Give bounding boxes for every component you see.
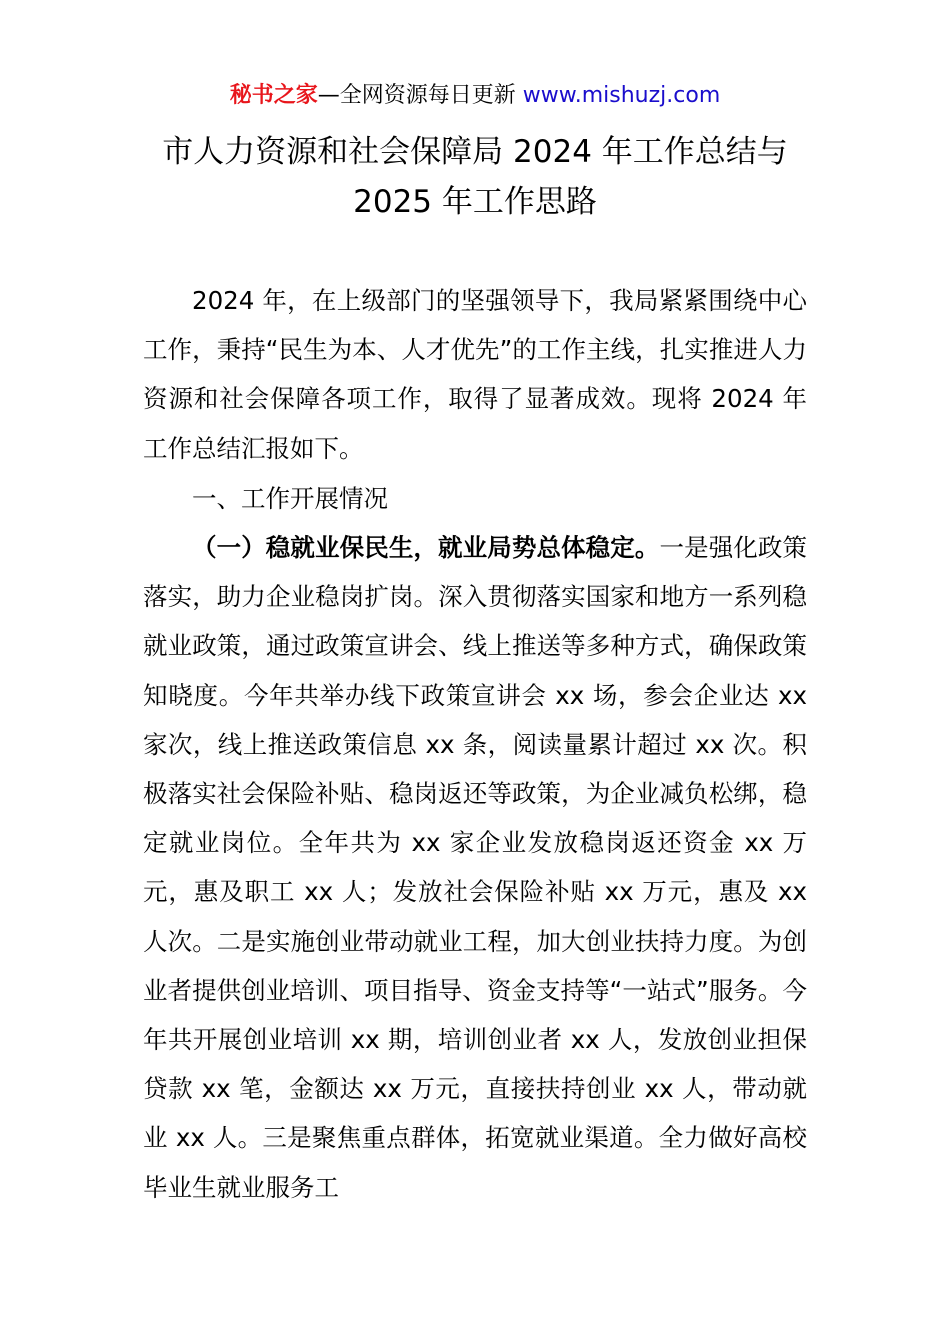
section-item-paragraph <box>143 523 807 1212</box>
section-heading: 一、工作开展情况 <box>192 483 388 513</box>
site-slogan: —全网资源每日更新 <box>317 83 523 108</box>
section-item-text: 一是强化政策落实，助力企业稳岗扩岗。深入贯彻落实国家和地方一系列稳就业政策，通过政策宣讲会、线上推送等多种方式，确保政策知晓度。今年共举办线下政策宣讲会 xx 场，参会企业达 xx 家次，线上推送政策信息 xx 条，阅读量累计超过 xx 次。积极落实社会保险补贴、稳岗返还等政策，为企业减负松绑，稳定就业岗位。全年共为 xx 家企业发放稳岗返还资金 xx 万元，惠及职工 xx 人；发放社会保险补贴 xx 万元，惠及 xx 人次。二是实施创业带动就业工程，加大创业扶持力度。为创业者提供创业培训、项目指导、资金支持等“一站式”服务。今年共开展创业培训 xx 期，培训创业者 xx 人，发放创业担保贷款 xx 笔，金额达 xx 万元，直接扶持创业 xx 人，带动就业 xx 人。三是聚焦重点群体，拓宽就业渠道。全力做好高校毕业生就业服务工 <box>143 533 808 1202</box>
site-header <box>0 80 950 112</box>
document-title-line-2: 2025 年工作思路 <box>353 184 597 220</box>
document-body <box>143 276 807 1212</box>
intro-paragraph: 2024 年，在上级部门的坚强领导下，我局紧紧围绕中心工作，秉持“民生为本、人才优先”的工作主线，扎实推进人力资源和社会保障各项工作，取得了显著成效。现将 2024 年工作总结汇报如下。 <box>143 286 807 463</box>
document-title <box>0 127 950 227</box>
document-title-line-1: 市人力资源和社会保障局 2024 年工作总结与 <box>162 134 788 170</box>
site-brand: 秘书之家 <box>229 83 318 108</box>
site-url-link[interactable]: www.mishuzj.com <box>522 83 721 108</box>
section-item-heading: （一）稳就业保民生，就业局势总体稳定。 <box>192 533 660 563</box>
